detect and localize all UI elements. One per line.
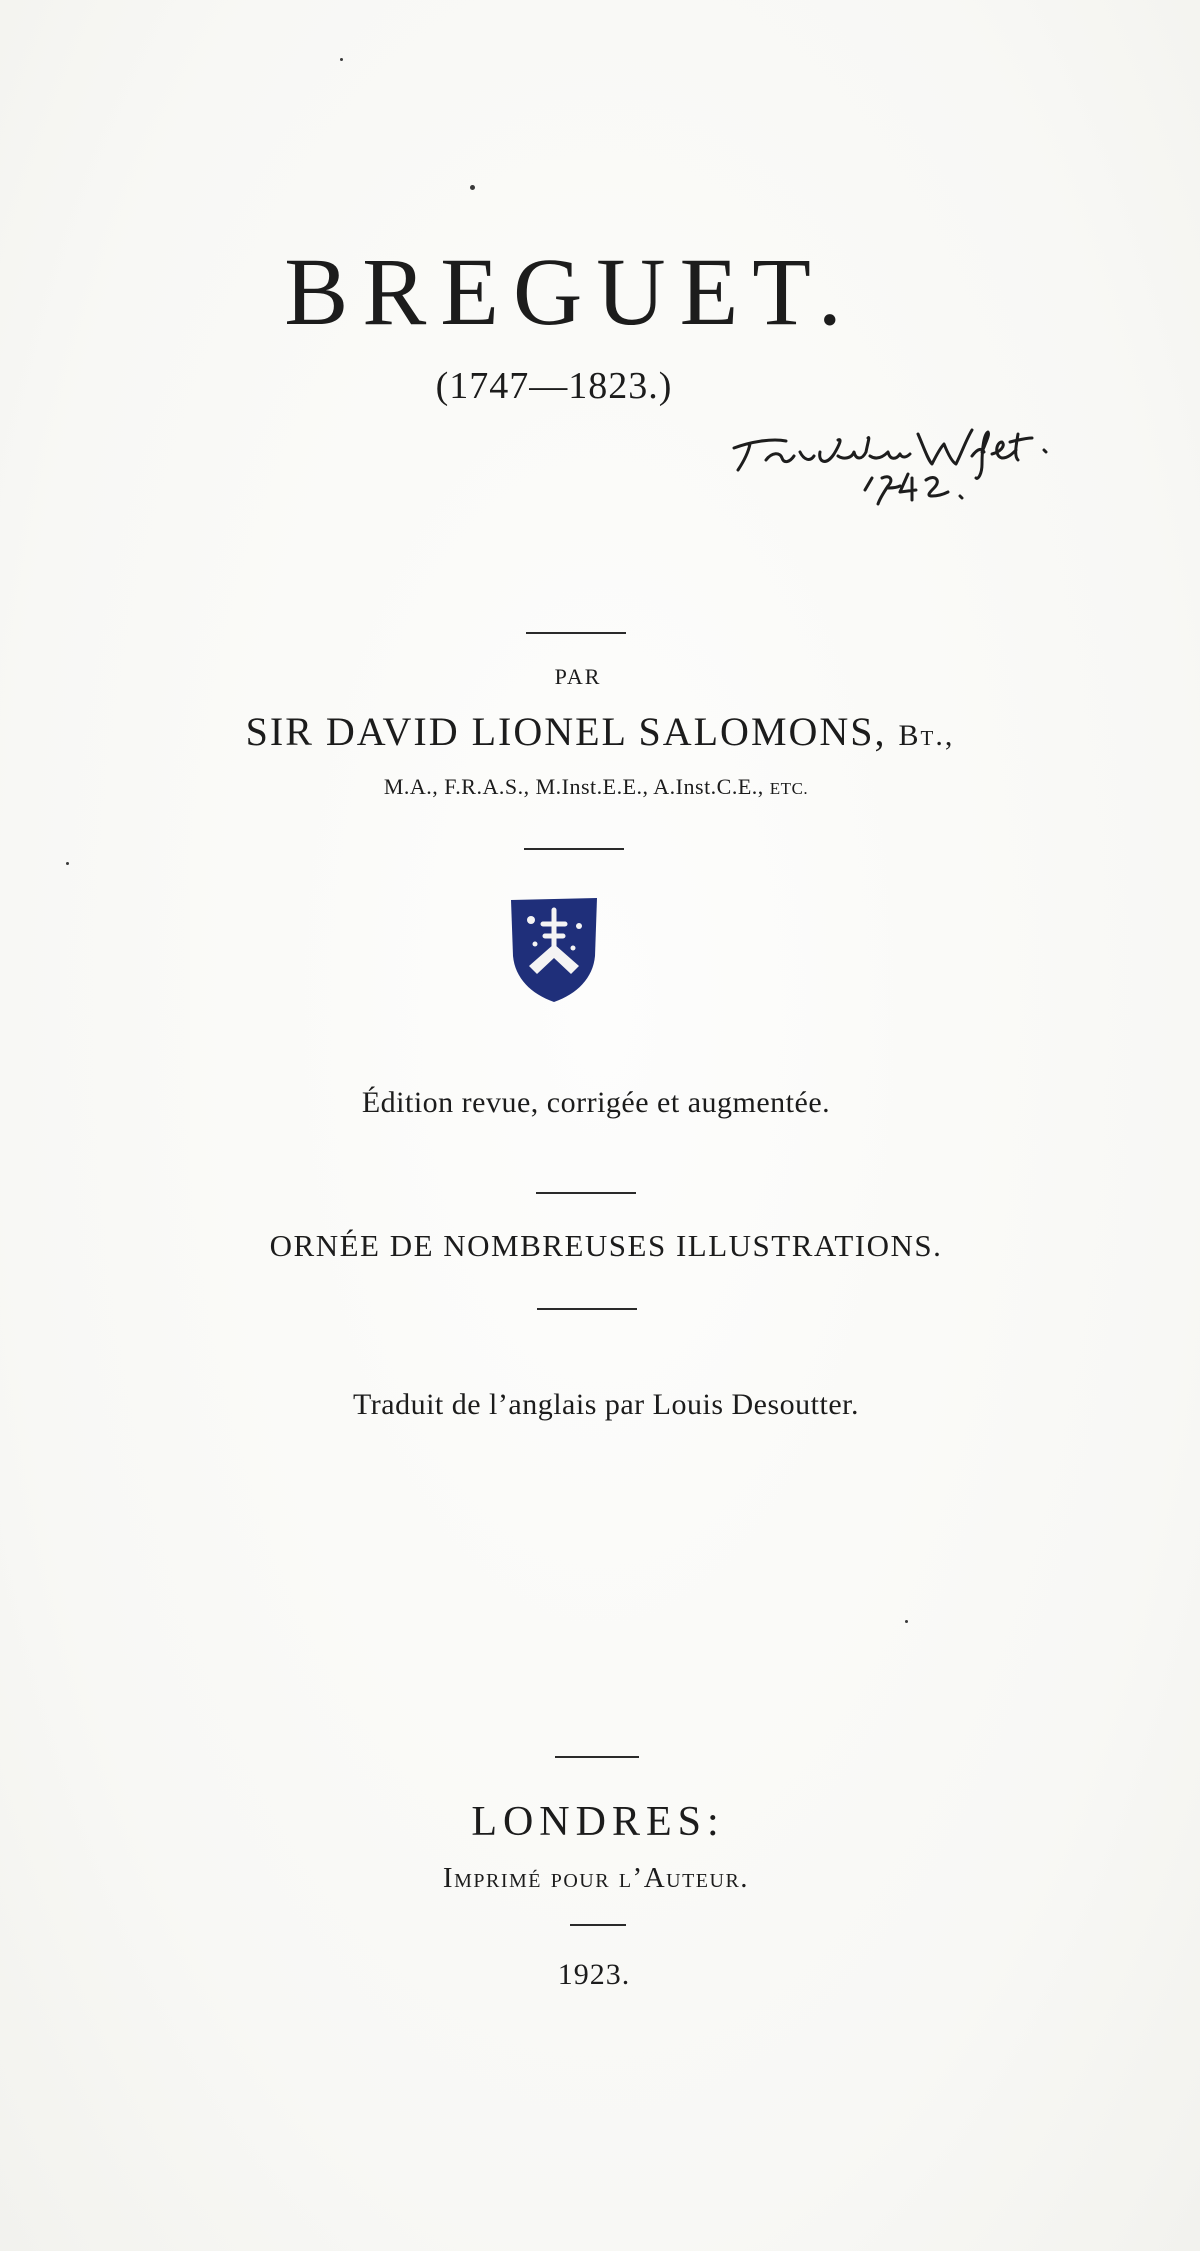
imprint-city: LONDRES: — [471, 1799, 725, 1845]
ink-speck — [340, 58, 343, 61]
divider-rule — [526, 632, 626, 634]
divider-rule — [524, 848, 624, 850]
divider-rule — [555, 1756, 639, 1758]
ink-speck — [66, 862, 69, 865]
illustrations-note: ORNÉE DE NOMBREUSES ILLUSTRATIONS. — [269, 1228, 943, 1263]
ink-speck — [905, 1620, 908, 1623]
life-dates: (1747—1823.) — [435, 365, 673, 407]
author-degrees — [0, 774, 1196, 800]
author-name — [0, 708, 1200, 755]
ink-speck — [470, 185, 475, 190]
degrees-text: M.A., F.R.A.S., M.Inst.E.E., A.Inst.C.E., — [383, 774, 764, 799]
divider-rule — [537, 1308, 637, 1310]
divider-rule — [536, 1192, 636, 1194]
degrees-etc: ETC. — [769, 779, 809, 798]
author-suffix: Bt., — [898, 719, 955, 752]
imprint-printed-for: Imprimé pour l’Auteur. — [442, 1862, 750, 1894]
heraldic-shield-icon — [507, 896, 601, 1004]
by-label: PAR — [554, 664, 602, 689]
book-title: BREGUET. — [284, 238, 856, 345]
translation-note: Traduit de l’anglais par Louis Desoutter. — [353, 1388, 859, 1421]
author-name-text: SIR DAVID LIONEL SALOMONS, — [245, 709, 887, 754]
handwritten-inscription — [720, 408, 1080, 518]
edition-note: Édition revue, corrigée et augmentée. — [361, 1086, 831, 1119]
imprint-year: 1923. — [557, 1958, 631, 1991]
divider-rule — [570, 1924, 626, 1926]
